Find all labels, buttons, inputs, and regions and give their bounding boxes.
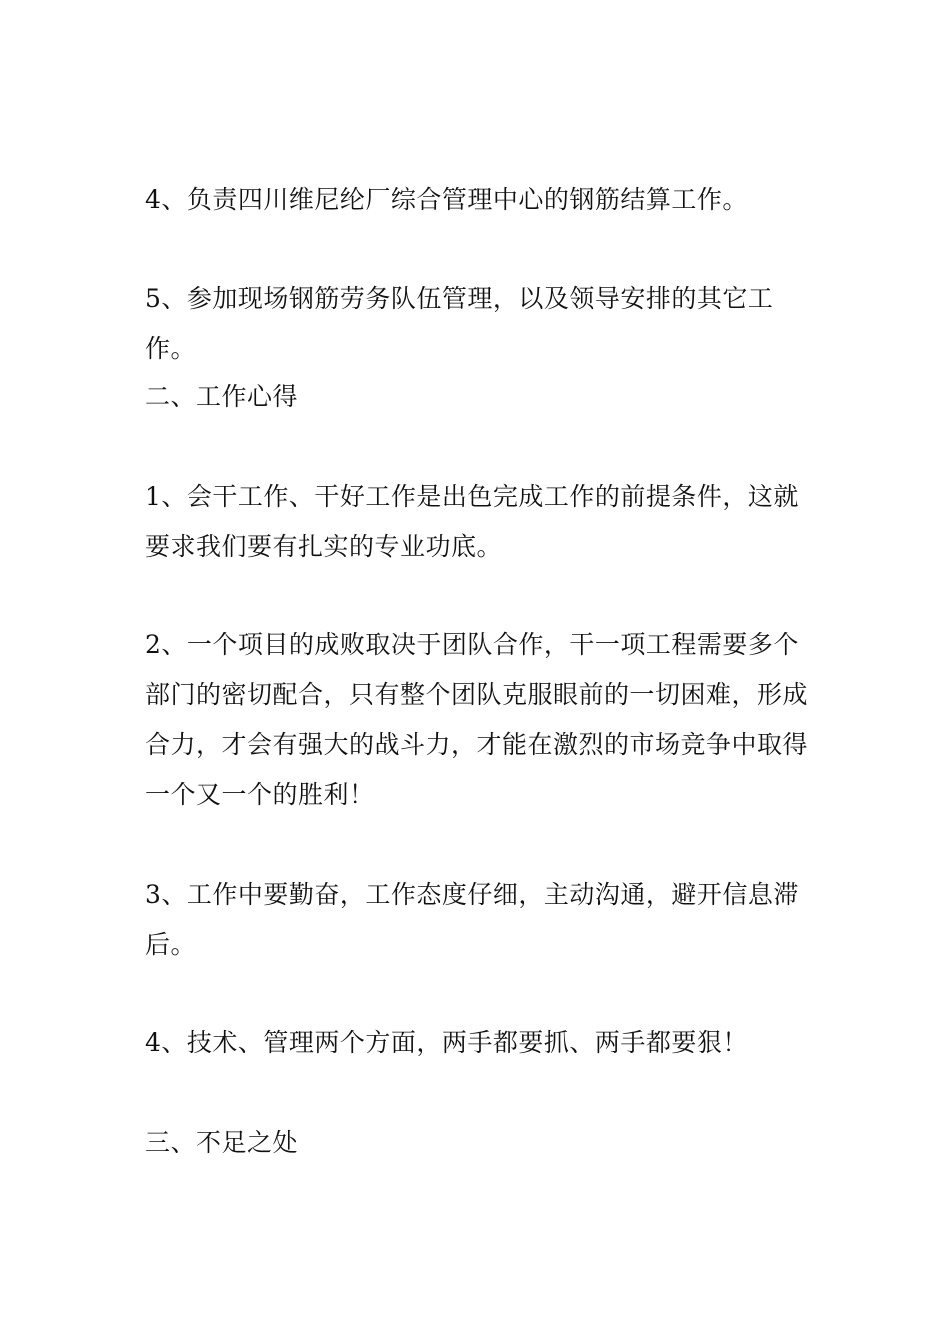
section-heading-work-insights: 二、工作心得 [145, 382, 299, 411]
paragraph-insight-3: 3、工作中要勤奋，工作态度仔细，主动沟通，避开信息滞后。 [145, 880, 799, 959]
paragraph-insight-2: 2、一个项目的成败取决于团队合作，干一项工程需要多个部门的密切配合，只有整个团队克服眼前的一切困难，形成合力，才会有强大的战斗力，才能在激烈的市场竞争中取得一个又一个的胜利！ [145, 630, 809, 809]
paragraph-insight-1: 1、会干工作、干好工作是出色完成工作的前提条件，这就要求我们要有扎实的专业功底。 [145, 482, 799, 561]
paragraph-item-5-labor-management: 5、参加现场钢筋劳务队伍管理，以及领导安排的其它工作。 [145, 284, 774, 363]
paragraph-insight-4: 4、技术、管理两个方面，两手都要抓、两手都要狠！ [145, 1028, 748, 1057]
section-heading-shortcomings: 三、不足之处 [145, 1128, 299, 1157]
paragraph-item-4-rebar-settlement: 4、负责四川维尼纶厂综合管理中心的钢筋结算工作。 [145, 185, 748, 214]
